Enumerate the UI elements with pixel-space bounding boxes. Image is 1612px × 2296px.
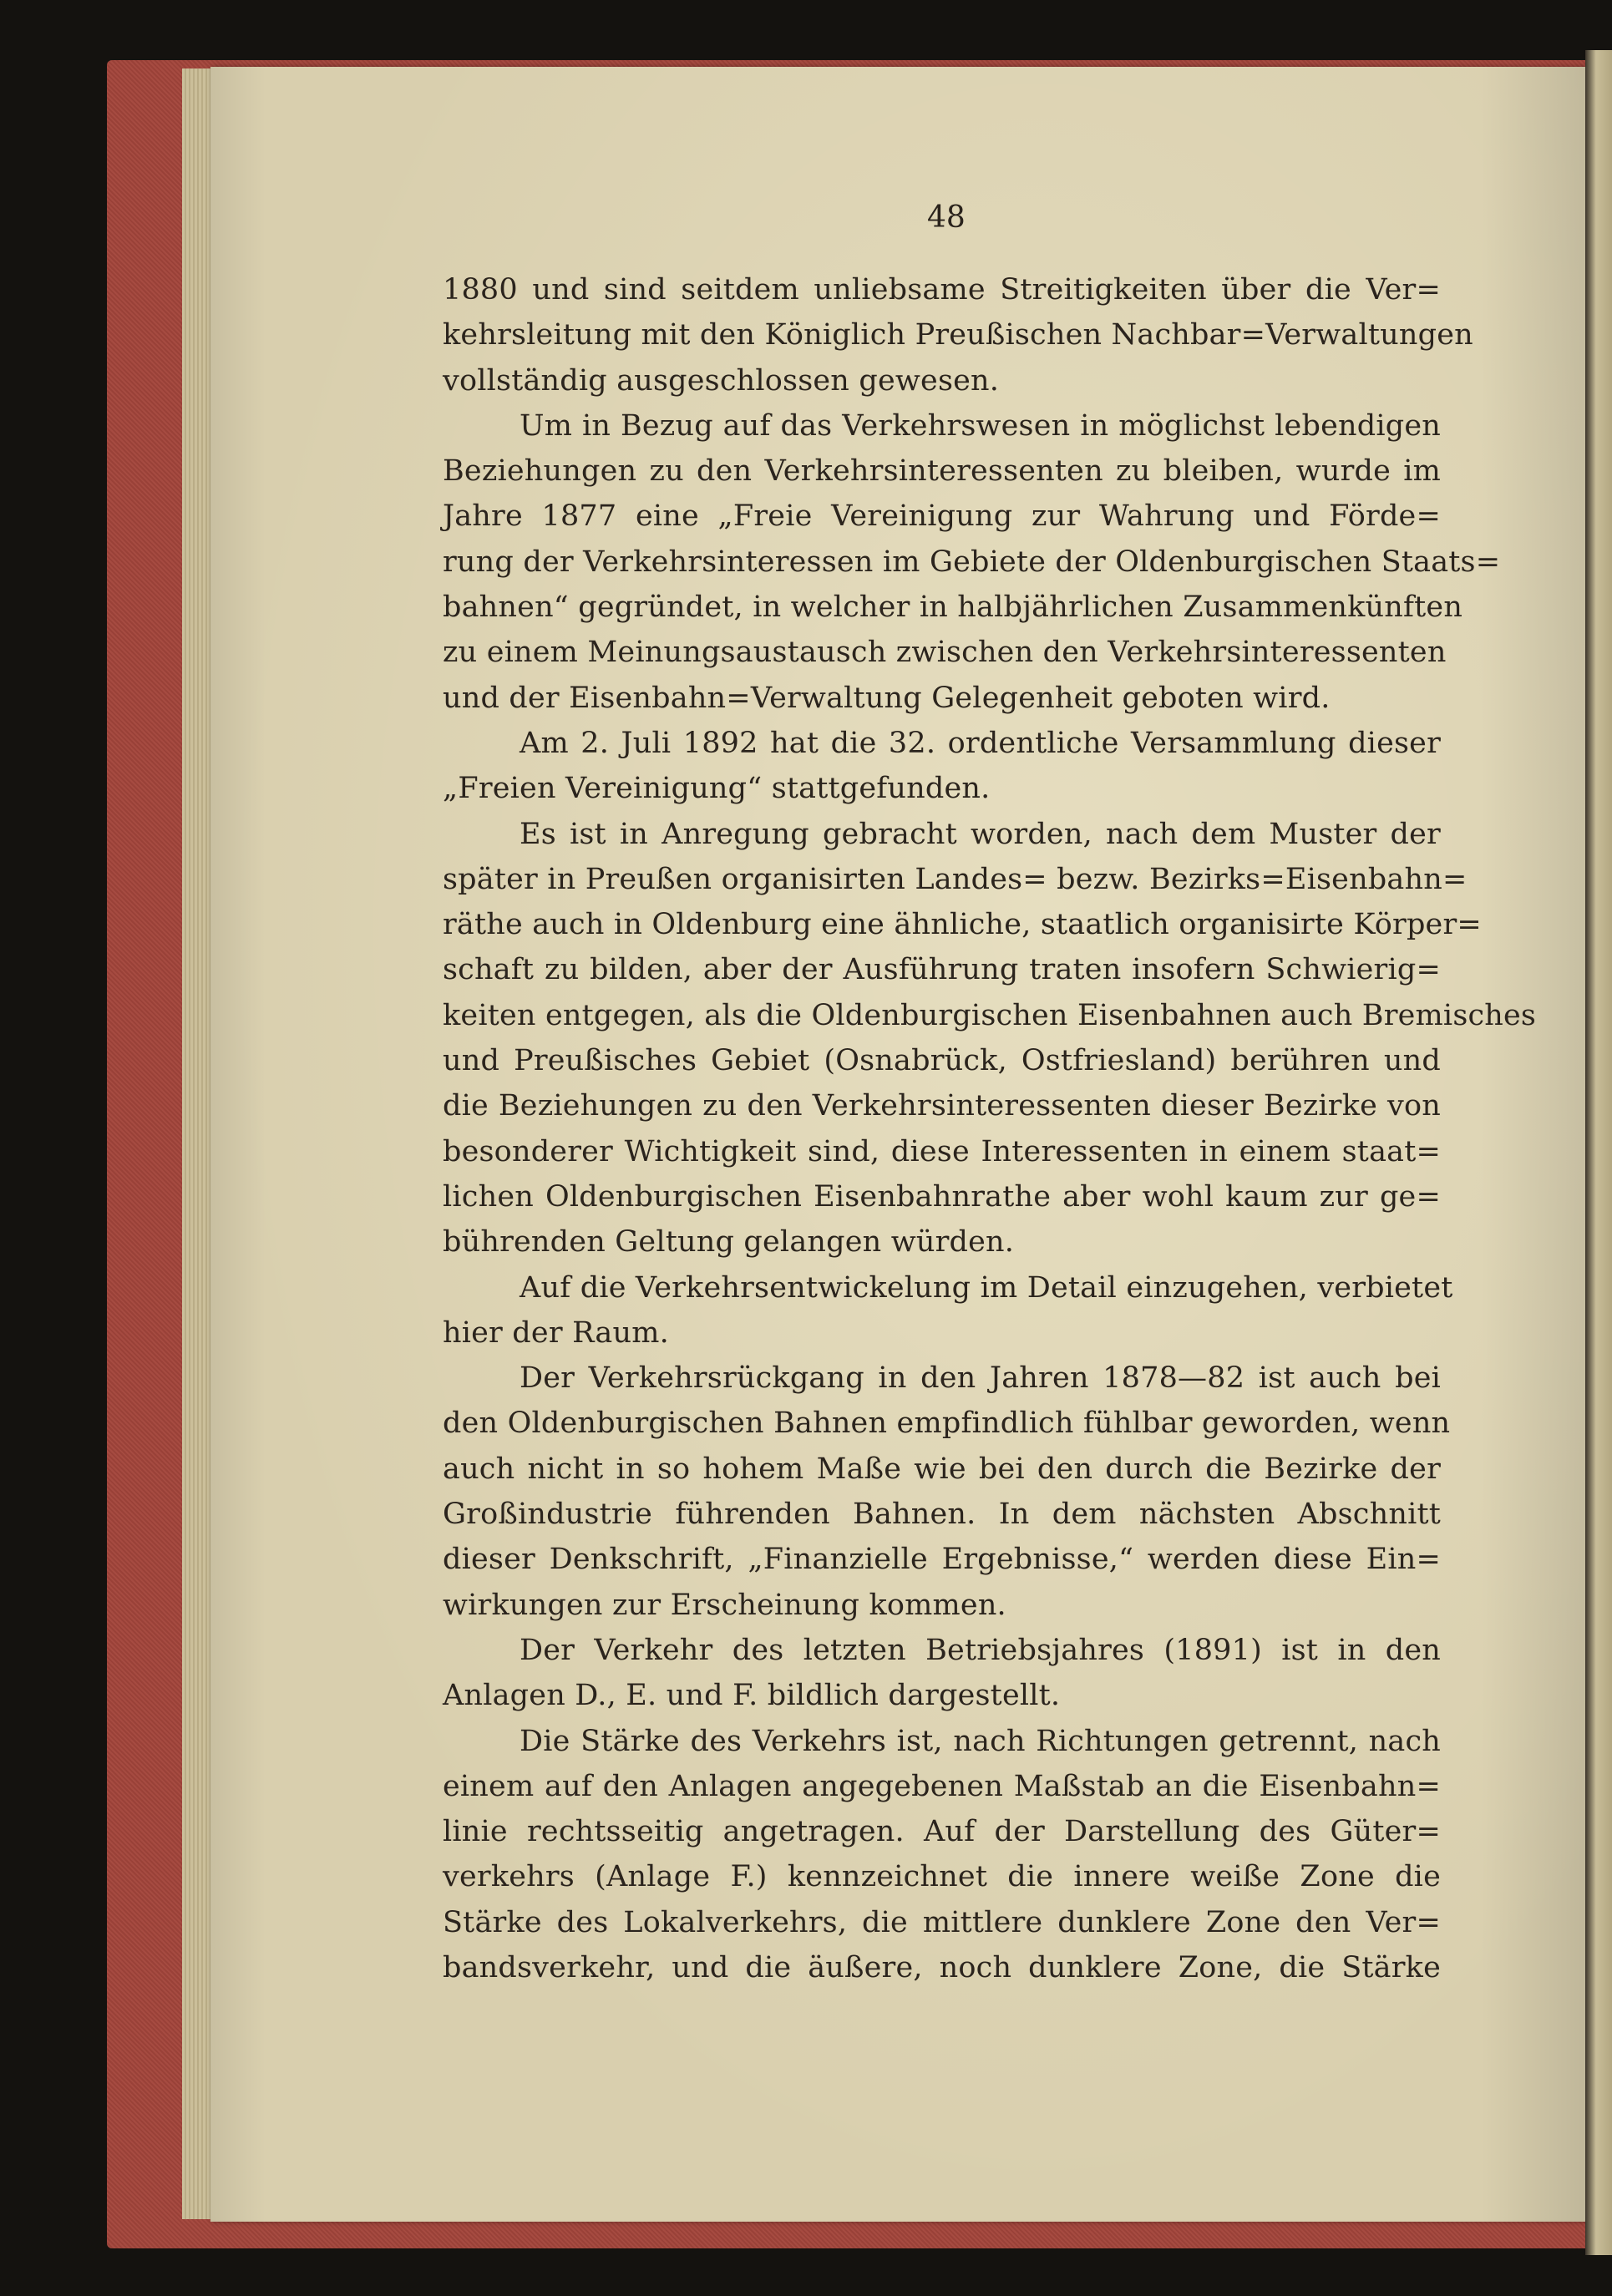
text-line: 1880 und sind seitdem unliebsame Streitigkeiten über die Ver= (443, 273, 1441, 307)
text-line: Die Stärke des Verkehrs ist, nach Richtungen getrennt, nach (520, 1724, 1441, 1758)
text-line: bahnen“ gegründet, in welcher in halbjährlichen Zusammenkünften (443, 590, 1463, 625)
text-line: einem auf den Anlagen angegebenen Maßstab an die Eisenbahn= (443, 1769, 1441, 1803)
text-line: kehrsleitung mit den Königlich Preußischen Nachbar=Verwaltungen (443, 318, 1473, 352)
text-line: bandsverkehr, und die äußere, noch dunklere Zone, die Stärke (443, 1950, 1441, 1984)
text-line: Anlagen D., E. und F. bildlich dargestellt. (443, 1679, 1061, 1713)
page-number: 48 (927, 200, 966, 235)
text-line: zu einem Meinungsaustausch zwischen den Verkehrsinteressenten (443, 636, 1447, 670)
text-line: Am 2. Juli 1892 hat die 32. ordentliche Versammlung dieser (520, 726, 1441, 760)
text-line: Stärke des Lokalverkehrs, die mittlere dunklere Zone den Ver= (443, 1905, 1441, 1939)
text-line: die Beziehungen zu den Verkehrsinteressenten dieser Bezirke von (443, 1089, 1441, 1123)
text-line: Auf die Verkehrsentwickelung im Detail einzugehen, verbietet (520, 1270, 1453, 1305)
text-line: vollständig ausgeschlossen gewesen. (443, 363, 1000, 398)
text-line: später in Preußen organisirten Landes= bezw. Bezirks=Eisenbahn= (443, 862, 1468, 896)
book-gutter (1585, 50, 1612, 2255)
text-line: verkehrs (Anlage F.) kennzeichnet die innere weiße Zone die (443, 1860, 1441, 1894)
text-line: linie rechtsseitig angetragen. Auf der Darstellung des Güter= (443, 1815, 1441, 1849)
text-line: den Oldenburgischen Bahnen empfindlich fühlbar geworden, wenn (443, 1406, 1451, 1441)
text-line: „Freien Vereinigung“ stattgefunden. (443, 772, 991, 806)
text-line: hier der Raum. (443, 1315, 669, 1350)
text-line: und Preußisches Gebiet (Osnabrück, Ostfriesland) berühren und (443, 1044, 1441, 1078)
text-line: wirkungen zur Erscheinung kommen. (443, 1588, 1006, 1622)
text-line: Jahre 1877 eine „Freie Vereinigung zur Wahrung und Förde= (443, 499, 1441, 534)
text-line: Der Verkehrsrückgang in den Jahren 1878—82 ist auch bei (520, 1361, 1441, 1396)
text-line: Der Verkehr des letzten Betriebsjahres (1891) ist in den (520, 1633, 1441, 1667)
text-line: Um in Bezug auf das Verkehrswesen in möglichst lebendigen (520, 408, 1441, 443)
text-line: dieser Denkschrift, „Finanzielle Ergebnisse,“ werden diese Ein= (443, 1543, 1441, 1577)
text-line: besonderer Wichtigkeit sind, diese Interessenten in einem staat= (443, 1134, 1441, 1168)
body-text (443, 267, 1537, 1990)
text-line: Beziehungen zu den Verkehrsinteressenten zu bleiben, wurde im (443, 454, 1441, 489)
text-line: Es ist in Anregung gebracht worden, nach dem Muster der (520, 817, 1441, 851)
text-line: bührenden Geltung gelangen würden. (443, 1225, 1015, 1260)
text-line: keiten entgegen, als die Oldenburgischen Eisenbahnen auch Bremisches (443, 998, 1537, 1032)
text-line: räthe auch in Oldenburg eine ähnliche, staatlich organisirte Körper= (443, 908, 1482, 942)
text-line: rung der Verkehrsinteressen im Gebiete der Oldenburgischen Staats= (443, 545, 1501, 579)
text-line: schaft zu bilden, aber der Ausführung traten insofern Schwierig= (443, 953, 1441, 987)
text-line: Großindustrie führenden Bahnen. In dem nächsten Abschnitt (443, 1498, 1441, 1532)
text-line: und der Eisenbahn=Verwaltung Gelegenheit geboten wird. (443, 681, 1331, 715)
text-line: lichen Oldenburgischen Eisenbahnrathe aber wohl kaum zur ge= (443, 1179, 1441, 1214)
text-line: auch nicht in so hohem Maße wie bei den durch die Bezirke der (443, 1452, 1441, 1486)
